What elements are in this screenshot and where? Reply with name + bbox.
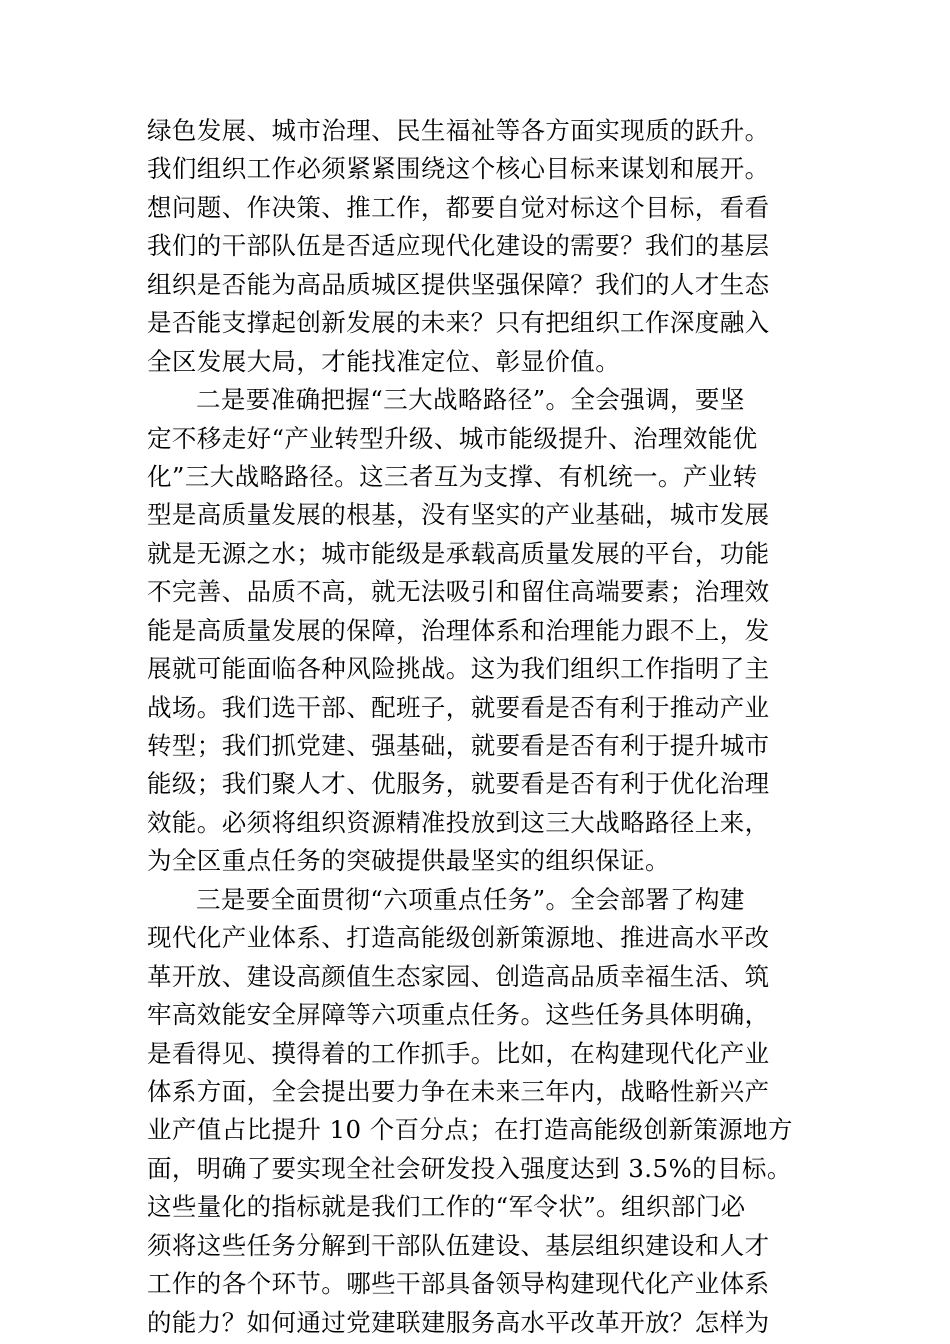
text-line: 想问题、作决策、推工作，都要自觉对标这个目标，看看 bbox=[147, 192, 770, 222]
text-line: 战场。我们选干部、配班子，就要看是否有利于推动产业 bbox=[147, 692, 770, 722]
text-line: 体系方面，全会提出要力争在未来三年内，战略性新兴产 bbox=[147, 1076, 770, 1106]
text-line: 工作的各个环节。哪些干部具备领导构建现代化产业体系 bbox=[147, 1269, 770, 1299]
text-line: 的能力？如何通过党建联建服务高水平改革开放？怎样为 bbox=[147, 1307, 770, 1337]
text-line: 我们的干部队伍是否适应现代化建设的需要？我们的基层 bbox=[147, 231, 770, 261]
text-line: 牢高效能安全屏障等六项重点任务。这些任务具体明确， bbox=[147, 1000, 770, 1030]
text-line: 展就可能面临各种风险挑战。这为我们组织工作指明了主 bbox=[147, 654, 770, 684]
text-line: 不完善、品质不高，就无法吸引和留住高端要素；治理效 bbox=[147, 577, 770, 607]
text-line: 效能。必须将组织资源精准投放到这三大战略路径上来， bbox=[147, 807, 770, 837]
text-line: 面，明确了要实现全社会研发投入强度达到 3.5%的目标。 bbox=[147, 1153, 792, 1183]
text-line: 就是无源之水；城市能级是承载高质量发展的平台，功能 bbox=[147, 538, 770, 568]
text-line: 业产值占比提升 10 个百分点；在打造高能级创新策源地方 bbox=[147, 1115, 793, 1145]
text-line: 组织是否能为高品质城区提供坚强保障？我们的人才生态 bbox=[147, 269, 770, 299]
text-line: 须将这些任务分解到干部队伍建设、基层组织建设和人才 bbox=[147, 1230, 770, 1260]
text-line: 是看得见、摸得着的工作抓手。比如，在构建现代化产业 bbox=[147, 1038, 770, 1068]
text-line: 绿色发展、城市治理、民生福祉等各方面实现质的跃升。 bbox=[147, 116, 770, 145]
text-line: 现代化产业体系、打造高能级创新策源地、推进高水平改 bbox=[147, 923, 770, 953]
text-line: 革开放、建设高颜值生态家园、创造高品质幸福生活、筑 bbox=[147, 961, 770, 991]
text-line: 是否能支撑起创新发展的未来？只有把组织工作深度融入 bbox=[147, 308, 770, 338]
text-line: 能是高质量发展的保障，治理体系和治理能力跟不上，发 bbox=[147, 615, 770, 645]
text-line: 全区发展大局，才能找准定位、彰显价值。 bbox=[147, 346, 621, 376]
text-line: 型是高质量发展的根基，没有坚实的产业基础，城市发展 bbox=[147, 500, 770, 530]
body-text bbox=[147, 112, 807, 1342]
text-line: 化”三大战略路径。这三者互为支撑、有机统一。产业转 bbox=[147, 461, 758, 491]
paragraph-heading-line: 二是要准确把握“三大战略路径”。全会强调，要坚 bbox=[196, 385, 745, 415]
text-line: 我们组织工作必须紧紧围绕这个核心目标来谋划和展开。 bbox=[147, 154, 770, 184]
text-line: 定不移走好“产业转型升级、城市能级提升、治理效能优 bbox=[147, 423, 758, 453]
paragraph-heading-line: 三是要全面贯彻“六项重点任务”。全会部署了构建 bbox=[196, 884, 745, 914]
text-line: 转型；我们抓党建、强基础，就要看是否有利于提升城市 bbox=[147, 731, 770, 760]
text-line: 能级；我们聚人才、优服务，就要看是否有利于优化治理 bbox=[147, 769, 770, 799]
text-line: 为全区重点任务的突破提供最坚实的组织保证。 bbox=[147, 846, 670, 876]
text-line: 这些量化的指标就是我们工作的“军令状”。组织部门必 bbox=[147, 1192, 746, 1222]
